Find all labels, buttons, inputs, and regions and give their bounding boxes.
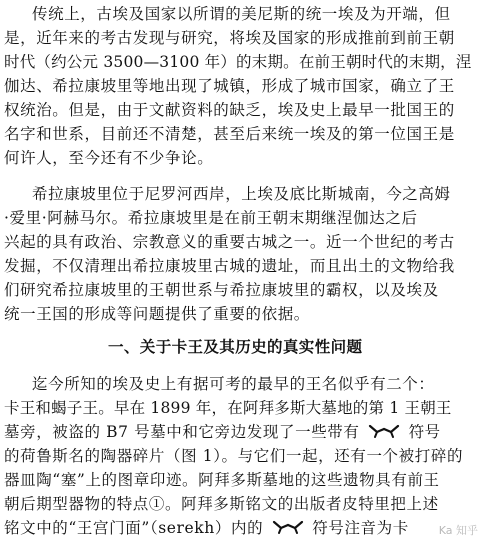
- text-line: 卡王和蝎子王。早在 1899 年，在阿拜多斯大墓地的第 1 王朝王: [4, 399, 452, 417]
- text-segment: 符号注音为卡: [312, 519, 409, 537]
- text-line: 器皿陶“塞”上的图章印迹。阿拜多斯墓地的这些遗物具有前王: [4, 471, 440, 489]
- text-line: 迄今所知的埃及史上有据可考的最早的王名似乎有二个：: [32, 375, 435, 393]
- text-segment: 墓旁，被盗的 B7 号墓中和它旁边发现了一些带有: [4, 423, 360, 441]
- text-line: 是，近年来的考古发现与研究，将埃及国家的形成推前到前王朝: [4, 29, 455, 47]
- text-line: 统一王国的形成等问题提供了重要的依据。: [4, 305, 310, 323]
- watermark: Ka 知乎: [438, 524, 478, 537]
- text-segment: 符号: [408, 423, 441, 441]
- ka-sign-icon: [271, 519, 305, 539]
- text-line: 兴起的具有政治、宗教意义的重要古城之一。近一个世纪的考古: [4, 233, 455, 251]
- section-heading: 一、关于卡王及其历史的真实性问题: [108, 337, 363, 356]
- text-line-with-sign: [4, 518, 409, 539]
- text-line: 们研究希拉康坡里的王朝世系与希拉康坡里的霸权，以及埃及: [4, 281, 439, 299]
- text-line: 名字和世系，目前还不清楚，甚至后来统一埃及的第一位国王是: [4, 125, 455, 143]
- text-line: ·爱里·阿赫马尔。希拉康坡里是在前王朝末期继涅伽达之后: [4, 209, 418, 227]
- text-line: 伽达、希拉康坡里等地出现了城镇，形成了城市国家，确立了王: [4, 77, 455, 95]
- text-line: 希拉康坡里位于尼罗河西岸，上埃及底比斯城南，今之高姆: [32, 185, 451, 203]
- text-line: 何许人，至今还有不少争论。: [4, 149, 214, 167]
- text-segment: 铭文中的“王宫门面”（serekh）内的: [4, 519, 264, 537]
- text-line-with-sign: [4, 422, 441, 443]
- text-line: 时代（约公元 3500—3100 年）的末期。在前王朝时代的末期，涅: [4, 53, 472, 71]
- text-line: 权统治。但是，由于文献资料的缺乏，埃及史上最早一批国王的: [4, 101, 455, 119]
- text-line: 朝后期型器物的特点①。阿拜多斯铭文的出版者皮特里把上述: [4, 495, 439, 513]
- text-line: 传统上，古埃及国家以所谓的美尼斯的统一埃及为开端，但: [32, 5, 451, 23]
- ka-sign-icon: [367, 423, 401, 443]
- text-line: 发掘，不仅清理出希拉康坡里古城的遗址，而且出土的文物给我: [4, 257, 455, 275]
- text-line: 的荷鲁斯名的陶器碎片（图 1）。与它们一起，还有一个被打碎的: [4, 447, 464, 465]
